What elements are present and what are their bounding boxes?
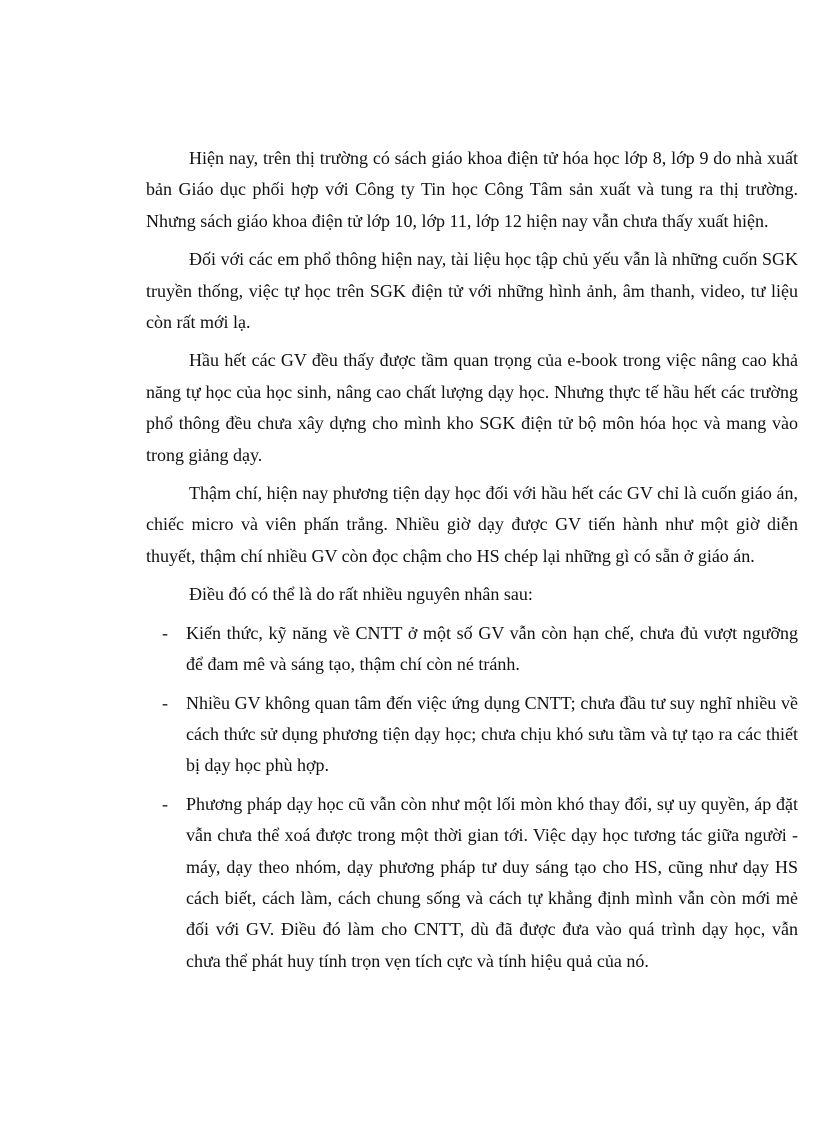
list-item — [146, 618, 798, 681]
paragraph-1: Hiện nay, trên thị trường có sách giáo khoa điện tử hóa học lớp 8, lớp 9 do nhà xuất bản Giáo dục phối hợp với Công ty Tin học Công Tâm sản xuất và tung ra thị trường. Nhưng sách giáo khoa điện tử lớp 10, lớp 11, lớp 12 hiện nay vẫn chưa thấy xuất hiện. — [146, 148, 798, 231]
list-item — [146, 789, 798, 977]
paragraph-4: Thậm chí, hiện nay phương tiện dạy học đối với hầu hết các GV chỉ là cuốn giáo án, chiếc micro và viên phấn trắng. Nhiều giờ dạy được GV tiến hành như một giờ diễn thuyết, thậm chí nhiều GV còn đọc chậm cho HS chép lại những gì có sẵn ở giáo án. — [146, 483, 798, 566]
paragraph-2: Đối với các em phổ thông hiện nay, tài liệu học tập chủ yếu vẫn là những cuốn SGK truyền thống, việc tự học trên SGK điện tử với những hình ảnh, âm thanh, video, tư liệu còn rất mới lạ. — [146, 249, 798, 333]
list-item-text: Nhiều GV không quan tâm đến việc ứng dụng CNTT; chưa đầu tư suy nghĩ nhiều về cách thức sử dụng phương tiện dạy học; chưa chịu khó sưu tầm và tự tạo ra các thiết bị dạy học phù hợp. — [186, 692, 798, 776]
list-item-text: Phương pháp dạy học cũ vẫn còn như một lối mòn khó thay đổi, sự uy quyền, áp đặt vẫn chưa thể xoá được trong một thời gian tới. Việc dạy học tương tác giữa người - máy, dạy theo nhóm, dạy phương pháp tư duy sáng tạo cho HS, cũng như dạy HS cách biết, cách làm, cách chung sống và cách tự khẳng định mình vẫn còn mới mẻ đối với GV. Điều đó làm cho CNTT, dù đã được đưa vào quá trình dạy học, vẫn chưa thể phát huy tính trọn vẹn tích cực và tính hiệu quả của nó. — [186, 793, 798, 971]
paragraph-3: Hầu hết các GV đều thấy được tầm quan trọng của e-book trong việc nâng cao khả năng tự học của học sinh, nâng cao chất lượng dạy học. Nhưng thực tế hầu hết các trường phổ thông đều chưa xây dựng cho mình kho SGK điện tử bộ môn hóa học và mang vào trong giảng dạy. — [146, 350, 798, 465]
dash-bullet: - — [162, 622, 168, 643]
dash-bullet: - — [162, 692, 168, 713]
reasons-list — [146, 618, 798, 977]
document-body — [146, 143, 798, 984]
list-item-text: Kiến thức, kỹ năng về CNTT ở một số GV vẫn còn hạn chế, chưa đủ vượt ngưỡng để đam mê và sáng tạo, thậm chí còn né tránh. — [186, 622, 798, 675]
paragraph-5: Điều đó có thể là do rất nhiều nguyên nhân sau: — [189, 584, 533, 605]
dash-bullet: - — [162, 793, 168, 814]
list-item — [146, 688, 798, 782]
